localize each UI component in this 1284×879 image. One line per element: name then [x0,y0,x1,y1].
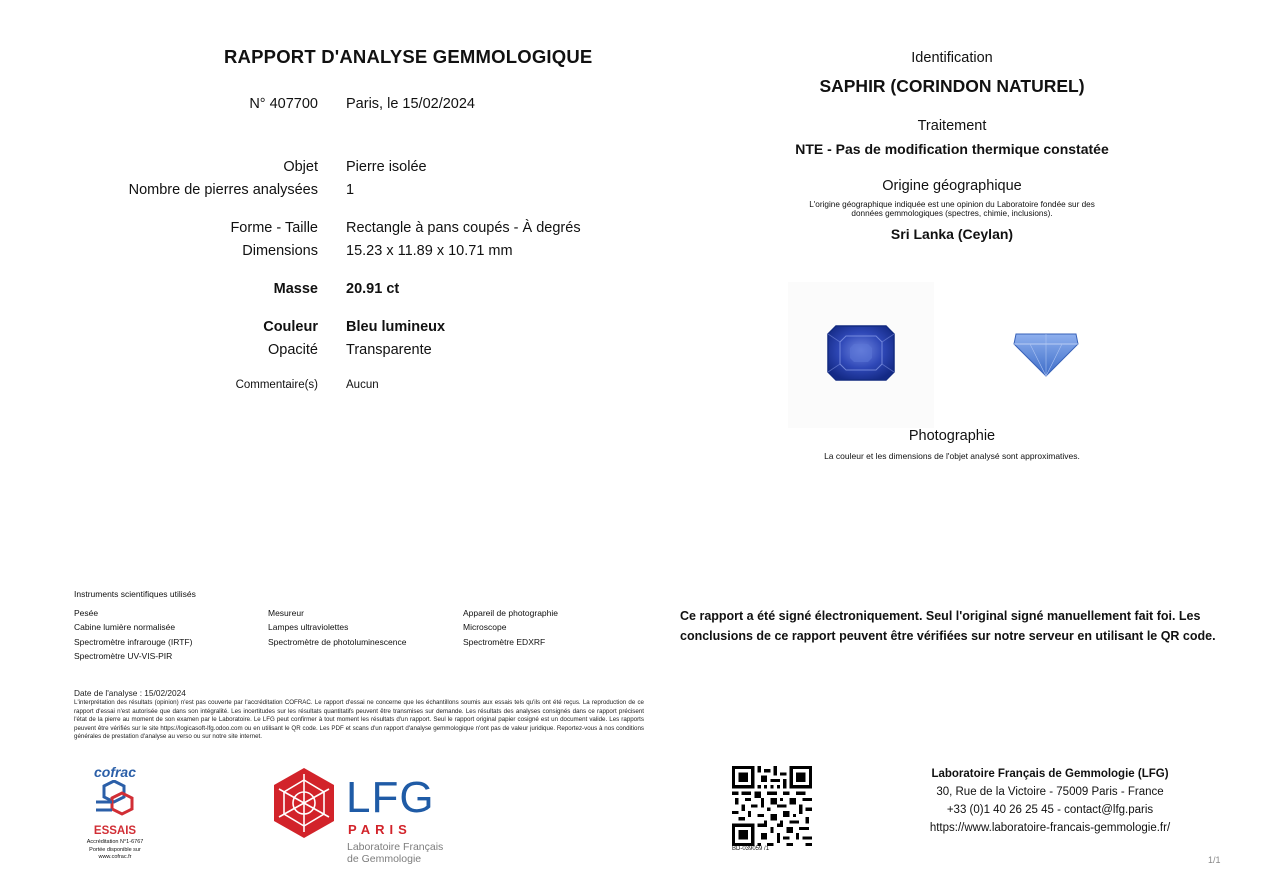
lfg-logo-city: PARIS [348,822,412,837]
field-value-opacity: Transparente [346,342,432,358]
lab-address: 30, Rue de la Victoire - 75009 Paris - France [936,786,1164,798]
lab-contact: +33 (0)1 40 26 25 45 - contact@lfg.paris [946,804,1154,816]
instrument-item: Spectromètre UV-VIS-PIR [74,651,173,661]
cofrac-accreditation: Accréditation N°1-6767 [86,839,144,845]
lfg-logo-name-1: Laboratoire Français [347,841,444,853]
field-value-dimensions: 15.23 x 11.89 x 10.71 mm [346,243,513,259]
cofrac-essais-text: ESSAIS [93,825,137,837]
instrument-item: Appareil de photographie [463,608,558,618]
lfg-logo-name-2: de Gemmologie [347,853,422,865]
origin-note-1: L'origine géographique indiquée est une opinion du Laboratoire fondée sur des [809,200,1095,209]
instrument-item: Cabine lumière normalisée [74,622,176,632]
field-label-color: Couleur [263,319,318,335]
field-value-color: Bleu lumineux [346,319,446,335]
instrument-item: Lampes ultraviolettes [268,622,349,632]
instrument-item: Spectromètre de photoluminescence [268,637,407,647]
field-label-objet: Objet [283,159,318,175]
signature-note-line2: conclusions de ce rapport peuvent être vérifiées sur notre serveur en utilisant le QR code. [680,629,1216,643]
page-number: 1/1 [1208,855,1221,865]
field-value-count: 1 [346,182,355,198]
field-value-comments: Aucun [346,379,379,391]
identification-heading: Identification [911,50,993,66]
legal-block [74,688,644,742]
sapphire-side-view-image [1012,330,1080,378]
legal-text: L'interprétation des résultats (opinion) n'est pas couverte par l'accréditation COFRAC. Le rapport d'essai ne concerne que les échantillons soumis aux essais tels qu'ils ont été reçus. La reproduction de ce rapport d'essai n'est autorisée que dans son intégralité. Les incertitudes sur les résultats quantitatifs peuvent être transmises sur demande. Les résultats des analyses consignés dans ce rapport précisent l'état de la pierre au moment de son examen par le Laboratoire. Le LFG peut confirmer à tout moment les résultats d'un rapport. Seul le rapport original papier cosigné est un document valide. Les rapports peuvent être vérifiés sur le site https://logicasoft-lfg.odoo.com ou en utilisant le QR code. Les PDF et scans d'un rapport d'analyse gemmologique n'ont pas de valeur juridique. Reportez-vous à nos conditions générales de prestation d'analyse au verso ou sur notre site internet. [74,699,644,741]
photo-note: La couleur et les dimensions de l'objet analysé sont approximatives. [824,451,1080,461]
photo-heading: Photographie [908,428,996,444]
instruments-heading: Instruments scientifiques utilisés [74,589,196,599]
field-label-shape: Forme - Taille [230,220,318,236]
qr-code-id: BD-039059 /1 [732,846,770,852]
lab-name: Laboratoire Français de Gemmologie (LFG) [931,768,1169,780]
cofrac-hexagon-icon [90,780,140,820]
signature-note-line1: Ce rapport a été signé électroniquement. Seul l'original signé manuellement fait foi. Les [680,609,1201,623]
cofrac-scope: Portée disponible sur [89,846,141,853]
instrument-item: Pesée [74,608,99,618]
field-label-dimensions: Dimensions [242,243,318,259]
lab-address-block [900,765,1200,837]
report-number: N° 407700 [249,96,318,112]
sapphire-top-view-image [826,324,896,382]
report-place-date: Paris, le 15/02/2024 [346,96,475,112]
instrument-item: Microscope [463,622,507,632]
analysis-date: Date de l'analyse : 15/02/2024 [74,688,186,698]
signature-note [680,606,1240,646]
instrument-item: Spectromètre EDXRF [463,637,546,647]
identification-value: SAPHIR (CORINDON NATUREL) [819,76,1085,96]
field-label-mass: Masse [273,281,318,297]
lfg-gem-icon [270,766,338,840]
field-value-objet: Pierre isolée [346,159,427,175]
report-title: RAPPORT D'ANALYSE GEMMOLOGIQUE [224,46,593,67]
cofrac-logo-text: cofrac [93,764,137,780]
origin-heading: Origine géographique [882,178,1022,194]
lab-website[interactable]: https://www.laboratoire-francais-gemmologie.fr/ [929,822,1171,834]
field-value-mass: 20.91 ct [346,281,400,297]
field-label-comments: Commentaire(s) [235,379,318,391]
field-value-shape: Rectangle à pans coupés - À degrés [346,220,581,236]
cofrac-logo [82,764,148,862]
field-label-count: Nombre de pierres analysées [128,182,318,198]
origin-note-2: données gemmologiques (spectres, chimie, inclusions). [851,209,1053,218]
instrument-item: Spectromètre infrarouge (IRTF) [74,637,193,647]
lfg-logo-text: LFG [346,773,435,822]
instrument-item: Mesureur [268,608,304,618]
field-label-opacity: Opacité [268,342,318,358]
qr-code-image[interactable] [732,766,812,846]
treatment-value: NTE - Pas de modification thermique constatée [795,141,1109,157]
treatment-heading: Traitement [917,118,987,134]
cofrac-website: www.cofrac.fr [98,854,132,860]
origin-value: Sri Lanka (Ceylan) [890,226,1014,242]
